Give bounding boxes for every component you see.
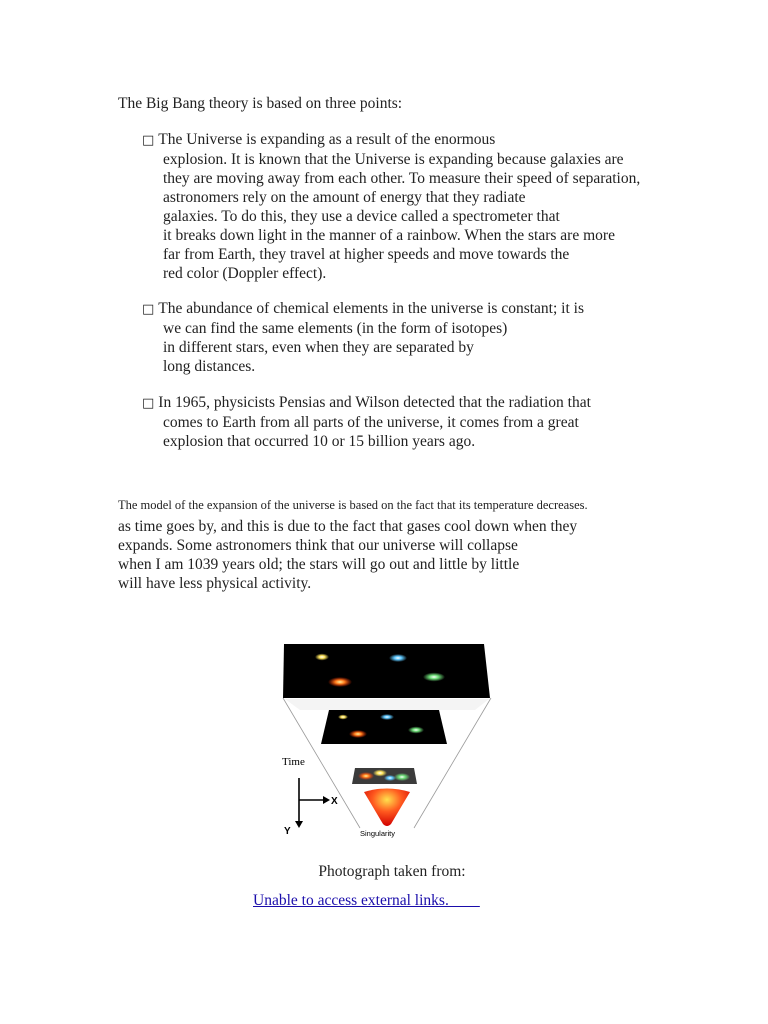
model-line: when I am 1039 years old; the stars will go out and little by little: [118, 556, 520, 573]
axes: [295, 778, 330, 828]
model-paragraph: [118, 517, 577, 593]
model-heading: The model of the expansion of the universe is based on the fact that its temperature decreases.: [118, 498, 588, 512]
singularity-blast: [364, 789, 410, 827]
intro-text: The Big Bang theory is based on three points:: [118, 95, 403, 112]
y-axis-label: Y: [284, 826, 291, 837]
slice-top: [283, 644, 490, 698]
bullet-line: astronomers rely on the amount of energy that they radiate: [163, 189, 526, 206]
bullet-point-2: [142, 299, 682, 376]
bullet-line: □ The Universe is expanding as a result of the enormous: [142, 131, 496, 148]
bullet-line: long distances.: [163, 358, 256, 375]
x-axis-label: X: [331, 796, 338, 807]
bullet-line: they are moving away from each other. To measure their speed of separation,: [163, 170, 641, 187]
bullet-line: □ In 1965, physicists Pensias and Wilson detected that the radiation that: [142, 394, 591, 411]
slice-early: [352, 768, 417, 784]
bullet-point-3: [142, 393, 682, 451]
bullet-line: it breaks down light in the manner of a rainbow. When the stars are more: [163, 227, 615, 244]
bullet-line: explosion. It is known that the Universe is expanding because galaxies are: [163, 151, 624, 168]
bullet-line: red color (Doppler effect).: [163, 265, 327, 282]
singularity-label: Singularity: [360, 829, 396, 838]
bullet-line: far from Earth, they travel at higher speeds and move towards the: [163, 246, 570, 263]
bullet-line: galaxies. To do this, they use a device called a spectrometer that: [163, 208, 560, 225]
model-line: as time goes by, and this is due to the fact that gases cool down when they: [118, 518, 578, 535]
bullet-point-1: [142, 130, 682, 283]
bullet-line: comes to Earth from all parts of the universe, it comes from a great: [163, 414, 579, 431]
bullet-line: explosion that occurred 10 or 15 billion years ago.: [163, 433, 476, 450]
photo-caption: Photograph taken from:: [318, 863, 466, 880]
bullet-line: we can find the same elements (in the form of isotopes): [163, 320, 508, 337]
source-link[interactable]: Unable to access external links.: [253, 892, 480, 909]
bullet-box-icon: □: [142, 396, 155, 411]
time-label: Time: [282, 756, 305, 768]
bullet-box-icon: □: [142, 302, 155, 317]
model-line: will have less physical activity.: [118, 575, 312, 592]
cone-surface: [285, 699, 489, 710]
slice-middle: [321, 710, 447, 744]
bullet-box-icon: □: [142, 133, 155, 148]
model-line: expands. Some astronomers think that our universe will collapse: [118, 537, 518, 554]
bullet-line: in different stars, even when they are separated by: [163, 339, 474, 356]
universe-expansion-diagram: [280, 640, 495, 845]
bullet-line: □ The abundance of chemical elements in the universe is constant; it is: [142, 300, 584, 317]
